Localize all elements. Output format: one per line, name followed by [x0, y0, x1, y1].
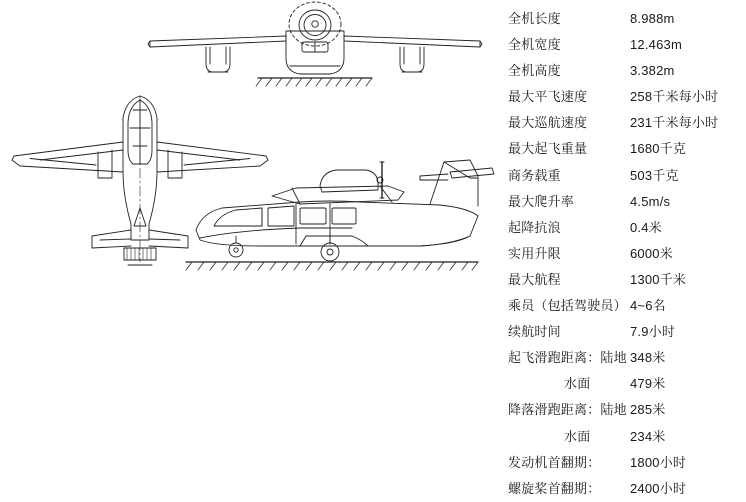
spec-row: [508, 476, 746, 502]
spec-value: 7.9小时: [630, 324, 676, 340]
spec-row: [508, 319, 746, 345]
spec-label: 商务载重: [508, 167, 561, 183]
spec-value: 285米: [630, 402, 666, 418]
spec-row: [508, 215, 746, 241]
spec-value: 4.5m/s: [630, 193, 671, 209]
spec-label: 水面: [564, 428, 591, 444]
spec-row: [508, 267, 746, 293]
spec-value: 0.4米: [630, 219, 662, 235]
spec-row: [508, 424, 746, 450]
spec-label: 水面: [564, 376, 591, 392]
spec-label: 最大爬升率: [508, 193, 575, 209]
spec-row: [508, 84, 746, 110]
spec-row: [508, 450, 746, 476]
spec-label: 全机长度: [508, 11, 561, 26]
spec-row: [508, 110, 746, 136]
spec-value: 348米: [630, 350, 666, 366]
spec-value: 258千米每小时: [630, 89, 719, 105]
spec-value: 3.382m: [630, 63, 675, 79]
spec-row: [508, 189, 746, 215]
spec-row: [508, 371, 746, 397]
spec-label: 螺旋桨首翻期：: [508, 480, 601, 496]
top-view-group: [12, 96, 268, 265]
spec-value: 8.988m: [630, 11, 675, 26]
spec-value: 2400小时: [630, 480, 687, 496]
spec-value: 503千克: [630, 167, 679, 183]
spec-value: 6000米: [630, 245, 673, 261]
spec-value: 1800小时: [630, 454, 687, 470]
spec-row: [508, 58, 746, 84]
spec-row: [508, 136, 746, 162]
spec-label: 最大巡航速度: [508, 115, 588, 131]
spec-label: 最大航程: [508, 271, 561, 287]
spec-value: 4~6名: [630, 298, 666, 314]
spec-label: 最大起飞重量: [508, 141, 588, 157]
spec-value: 479米: [630, 376, 666, 392]
spec-row: [508, 397, 746, 423]
spec-row: [508, 241, 746, 267]
spec-value: 1300千米: [630, 271, 687, 287]
spec-row: [508, 163, 746, 189]
side-view-group: [186, 160, 494, 270]
specifications-table: [508, 6, 746, 496]
spec-label: 起降抗浪: [508, 219, 561, 235]
spec-value: 1680千克: [630, 141, 687, 157]
spec-label: 发动机首翻期：: [508, 454, 601, 470]
spec-row: [508, 345, 746, 371]
spec-label: 全机宽度: [508, 37, 561, 53]
spec-value: 231千米每小时: [630, 115, 719, 131]
spec-label: 降落滑跑距离：陆地: [508, 402, 627, 418]
spec-row: [508, 293, 746, 319]
spec-row: [508, 6, 746, 32]
front-view-group: [148, 2, 482, 86]
spec-label: 续航时间: [508, 324, 561, 340]
spec-row: [508, 32, 746, 58]
spec-label: 全机高度: [508, 63, 561, 79]
spec-label: 最大平飞速度: [508, 89, 588, 105]
spec-label: 乘员（包括驾驶员）: [508, 298, 627, 314]
spec-label: 实用升限: [508, 245, 561, 261]
spec-value: 234米: [630, 428, 666, 444]
spec-value: 12.463m: [630, 37, 682, 53]
spec-label: 起飞滑跑距离：陆地: [508, 350, 627, 366]
